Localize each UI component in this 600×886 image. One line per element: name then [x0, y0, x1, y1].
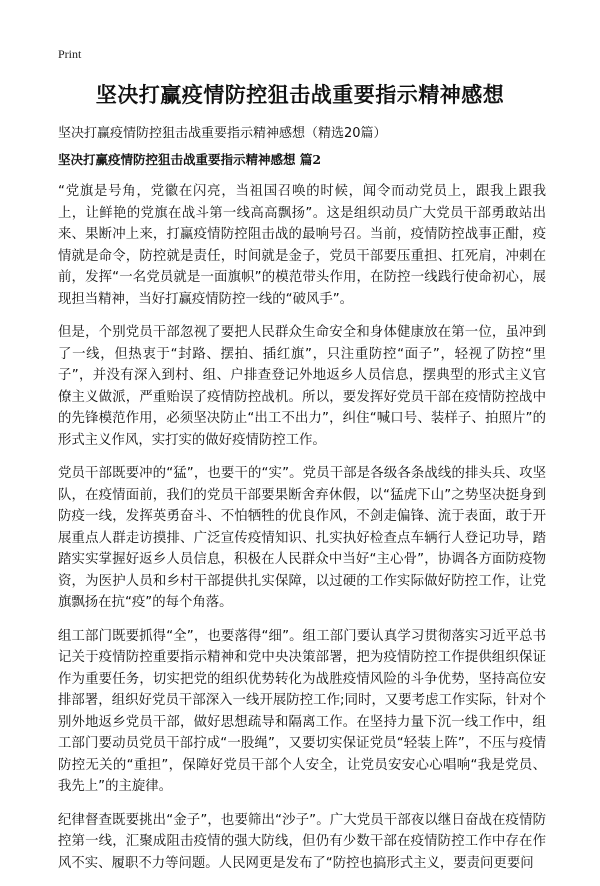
article-body [58, 181, 546, 886]
paragraph-4: 组工部门既要抓得“全”，也要落得“细”。组工部门要认真学习贯彻落实习近平总书记关于疫情防控重要指示精神和党中央决策部署，把为疫情防控工作提供组织保证作为重要任务，切实把党的组织优势转化为战胜疫情风险的斗争优势，坚持高位安排部署，组织好党员干部深入一线开展防控工作;同时，又要考虑工作实际，针对个别外地返乡党员干部，做好思想疏导和隔离工作。在坚持力量下沉一线工作中，组工部门要动员党员干部拧成“一股绳”，又要切实保证党员“轻装上阵”，不压与疫情防控无关的“重担”，保障好党员干部个人安全，让党员安安心心唱响“我是党员、我先上”的主旋律。 [58, 628, 546, 794]
document-subtitle: 坚决打赢疫情防控狙击战重要指示精神感想（精选20篇） [58, 126, 387, 141]
paragraph-3: 党员干部既要冲的“猛”，也要干的“实”。党员干部是各级各条战线的排头兵、攻坚队，在疫情面前，我们的党员干部要果断舍弃休假，以“猛虎下山”之势坚决挺身到防疫一线，发挥英勇奋斗、不怕牺牲的优良作风，不剑走偏锋、流于表面，敢于开展重点人群走访摸排、广泛宣传疫情知识、扎实执好检查点车辆行人登记功导，踏踏实实掌握好返乡人员信息，积极在人民群众中当好“主心骨”，协调各方面防疫物资，为医护人员和乡村干部提供扎实保障，以过硬的工作实际做好防控工作，让党旗飘扬在抗“疫”的每个角落。 [58, 466, 546, 610]
paragraph-5: 纪律督查既要挑出“金子”，也要筛出“沙子”。广大党员干部夜以继日奋战在疫情防控第一线，汇聚成阻击疫情的强大防线，但仍有少数干部在疫情防控工作中存在作风不实、履职不力等问题。人民网更是发布了“防控也搞形式主义，要责问更要问 [58, 812, 546, 871]
document-title: 坚决打赢疫情防控狙击战重要指示精神感想 [95, 83, 505, 107]
section-heading: 坚决打赢疫情防控狙击战重要指示精神感想 篇2 [58, 152, 322, 167]
print-link[interactable]: Print [58, 47, 82, 61]
paragraph-2: 但是，个别党员干部忽视了要把人民群众生命安全和身体健康放在第一位，虽冲到了一线，但热衷于“封路、摆拍、插红旗”，只注重防控“面子”，轻视了防控“里子”，并没有深入到村、组、户排查登记外地返乡人员信息，摆典型的形式主义官僚主义做派，严重贻误了疫情防控战机。所以，要发挥好党员干部在疫情防控战中的先锋模范作用，必须坚决防止“出工不出力”，纠住“喊口号、装样子、拍照片”的形式主义作风，实打实的做好疫情防控工作。 [58, 325, 546, 448]
paragraph-1: “党旗是号角，党徽在闪亮，当祖国召唤的时候，闻令而动党员上，跟我上跟我上，让鲜艳的党旗在战斗第一线高高飘扬”。这是组织动员广大党员干部勇敢站出来、果断冲上来，打赢疫情防控阻击战的最响号召。当前，疫情防控战事正酣，疫情就是命令，防控就是责任，时间就是金子，党员干部要压重担、扛死肩，冲刺在前，发挥“一名党员就是一面旗帜”的模范带头作用，在防控一线践行使命初心，展现担当精神，当好打赢疫情防控一线的“破风手”。 [58, 184, 546, 307]
